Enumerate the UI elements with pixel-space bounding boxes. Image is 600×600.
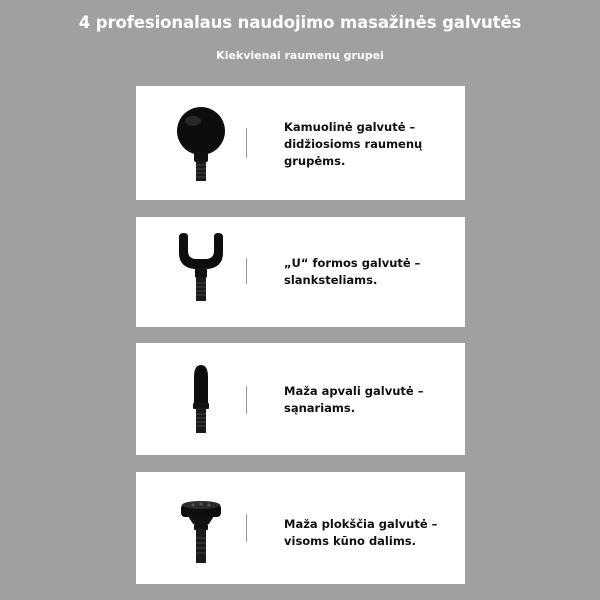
- description-line: „U“ formos galvutė –: [284, 256, 421, 270]
- head-description: [284, 516, 454, 550]
- description-line: Maža apvali galvutė –: [284, 384, 424, 398]
- card-divider: [246, 128, 247, 158]
- head-card-ball: [136, 86, 465, 200]
- head-description: [284, 255, 454, 289]
- u-shape-massage-head-icon: [176, 231, 226, 305]
- description-line: slanksteliams.: [284, 273, 378, 287]
- description-line: grupėms.: [284, 154, 346, 168]
- description-line: Maža plokščia galvutė –: [284, 517, 438, 531]
- head-card-bullet: [136, 343, 465, 455]
- page-title: 4 profesionalaus naudojimo masažinės galvutės: [78, 13, 522, 32]
- description-line: didžiosioms raumenų: [284, 137, 423, 151]
- card-divider: [246, 514, 247, 542]
- flat-massage-head-icon: [178, 500, 224, 566]
- head-card-u: [136, 217, 465, 327]
- head-card-flat: [136, 472, 465, 584]
- card-divider: [246, 386, 247, 414]
- description-line: sąnariams.: [284, 401, 356, 415]
- description-line: Kamuolinė galvutė –: [284, 120, 416, 134]
- head-description: [284, 383, 454, 417]
- bullet-massage-head-icon: [186, 363, 216, 435]
- ball-massage-head-icon: [171, 106, 231, 184]
- card-divider: [246, 258, 247, 284]
- description-line: visoms kūno dalims.: [284, 534, 417, 548]
- page-subtitle: Kiekvienai raumenų grupei: [216, 49, 384, 62]
- head-description: [284, 119, 454, 170]
